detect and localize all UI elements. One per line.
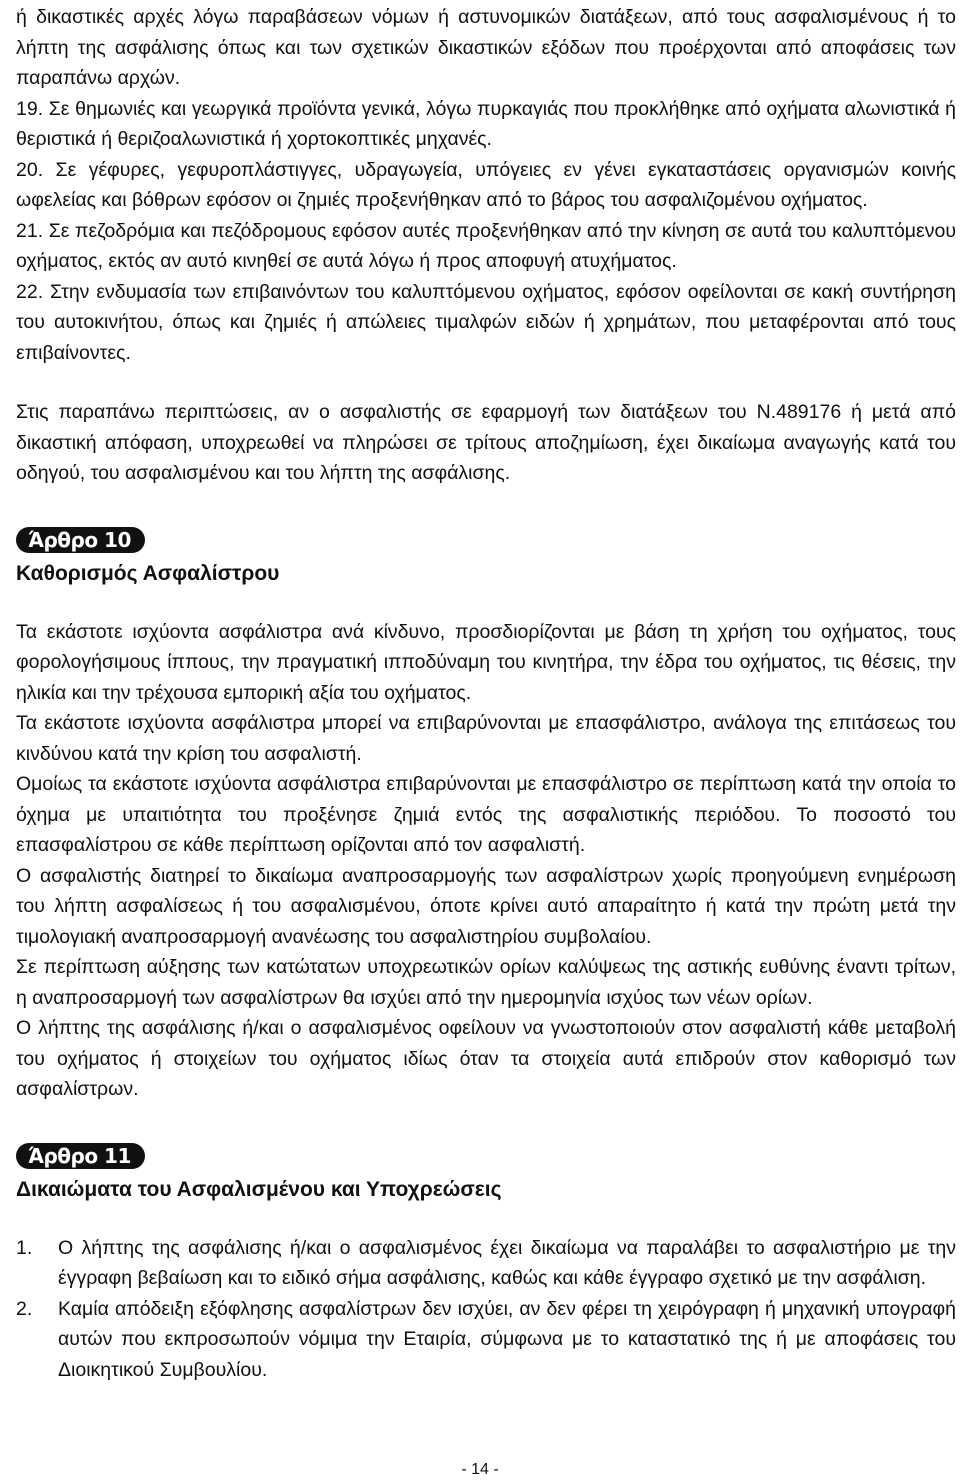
item-text: Καμία απόδειξη εξόφλησης ασφαλίστρων δεν ισχύει, αν δεν φέρει τη χειρόγραφη ή μηχανική υπογραφή αυτών που εκπροσωπούν νόμιμα την Εταιρία, σύμφωνα με το καταστατικό της ή με αποφάσεις του Διοικητικού Συμβουλίου. [58,1297,956,1381]
article-badge: Άρθρο 11 [16,1143,145,1169]
item-text: Σε θημωνιές και γεωργικά προϊόντα γενικά, λόγω πυρκαγιάς που προκλήθηκε από οχήματα αλωνιστικά ή θεριστικά ή θεριζοαλωνιστικά ή χορτοκοπτικές μηχανές. [16,97,957,150]
article-paragraph: Τα εκάστοτε ισχύοντα ασφάλιστρα μπορεί να επιβαρύνονται με επασφάλιστρο, ανάλογα της επιτάσεως του κινδύνου κατά την κρίση του ασφαλιστή. [16,712,956,765]
article-title: Δικαιώματα του Ασφαλισμένου και Υποχρεώσεις [16,1177,502,1201]
document-page [16,0,956,1385]
item-number: 21. [16,219,44,242]
item-number: 22. [16,280,44,303]
list-item-19 [16,94,956,155]
item-text: Ο λήπτης της ασφάλισης ή/και ο ασφαλισμένος έχει δικαίωμα να παραλάβει το ασφαλιστήριο με την έγγραφη βεβαίωση και το ειδικό σήμα ασφάλισης, καθώς και κάθε έγγραφο σχετικό με την ασφάλιση. [58,1236,956,1289]
item-number: 19. [16,97,44,120]
list-item [16,1233,956,1294]
list-item [16,1294,956,1386]
list-item-21 [16,216,956,277]
article-paragraph: Ο λήπτης της ασφάλισης ή/και ο ασφαλισμένος οφείλουν να γνωστοποιούν στον ασφαλιστή κάθε μεταβολή του οχήματος ή στοιχείων του οχήματος ιδίως όταν τα στοιχεία αυτά επιδρούν στον καθορισμό των ασφαλίστρων. [16,1017,956,1100]
article-paragraph: Σε περίπτωση αύξησης των κατώτατων υποχρεωτικών ορίων καλύψεως της αστικής ευθύνης έναντι τρίτων, η αναπροσαρμογή των ασφαλίστρων θα ισχύει από την ημερομηνία ισχύος των νέων ορίων. [16,956,956,1009]
rights-list [16,1233,956,1386]
article-paragraph: Ομοίως τα εκάστοτε ισχύοντα ασφάλιστρα επιβαρύνονται με επασφάλιστρο σε περίπτωση κατά την οποία το όχημα με υπαιτιότητα του προξένησε ζημιά εντός της ασφαλιστικής περιόδου. Το ποσοστό του επασφαλίστρου σε κάθε περίπτωση ορίζονται από τον ασφαλιστή. [16,773,956,856]
item-text: Στην ενδυμασία των επιβαινόντων του καλυπτόμενου οχήματος, εφόσον οφείλονται σε κακή συντήρηση του αυτοκινήτου, όπως και ζημιές ή απώλειες τιμαλφών ειδών ή χρημάτων, που μεταφέρονται από τους επιβαίνοντες. [16,280,957,364]
recourse-paragraph: Στις παραπάνω περιπτώσεις, αν ο ασφαλιστής σε εφαρμογή των διατάξεων του Ν.489176 ή μετά από δικαστική απόφαση, υποχρεωθεί να πληρώσει σε τρίτους αποζημίωση, έχει δικαίωμα αναγωγής κατά του οδηγού, του ασφαλισμένου και του λήπτη της ασφάλισης. [16,401,956,484]
article-11-section [16,1143,956,1386]
item-number: 1. [16,1236,33,1259]
article-paragraph: Ο ασφαλιστής διατηρεί το δικαίωμα αναπροσαρμογής των ασφαλίστρων χωρίς προηγούμενη ενημέρωση του λήπτη ασφαλίσεως ή του ασφαλισμένου, όποτε κρίνει αυτό απαραίτητο ή κατά την πρώτη μετά την τιμολογιακή αναπροσαρμογή ανανέωσης του ασφαλιστηρίου συμβολαίου. [16,864,956,948]
article-badge: Άρθρο 10 [16,527,145,553]
list-item-20 [16,155,956,216]
item-number: 2. [16,1297,33,1320]
item-text: Σε γέφυρες, γεφυροπλάστιγγες, υδραγωγεία, υπόγειες εν γένει εγκαταστάσεις οργανισμών κοινής ωφελείας και βόθρων εφόσον οι ζημιές προξενήθηκαν από το βάρος του ασφαλιζομένου οχήματος. [16,158,956,211]
item-number: 20. [16,158,44,181]
article-title: Καθορισμός Ασφαλίστρου [16,561,280,585]
article-10-section [16,527,956,1105]
page-number: - 14 - [461,1461,499,1478]
list-item-22 [16,277,956,369]
intro-paragraph: ή δικαστικές αρχές λόγω παραβάσεων νόμων ή αστυνομικών διατάξεων, από τους ασφαλισμένους ή το λήπτη της ασφάλισης όπως και των σχετικών δικαστικών εξόδων που προέρχονται από αποφάσεις των παραπάνω αρχών. [16,6,956,89]
item-text: Σε πεζοδρόμια και πεζόδρομους εφόσον αυτές προξενήθηκαν από την κίνηση σε αυτά του καλυπτόμενου οχήματος, εκτός αν αυτό κινηθεί σε αυτά λόγω ή προς αποφυγή ατυχήματος. [16,219,956,272]
article-paragraph: Τα εκάστοτε ισχύοντα ασφάλιστρα ανά κίνδυνο, προσδιορίζονται με βάση τη χρήση του οχήματος, τους φορολογήσιμους ίππους, την πραγματική ιπποδύναμη του κινητήρα, την έδρα του οχήματος, τις θέσεις, την ηλικία και την τρέχουσα εμπορική αξία του οχήματος. [16,620,956,704]
